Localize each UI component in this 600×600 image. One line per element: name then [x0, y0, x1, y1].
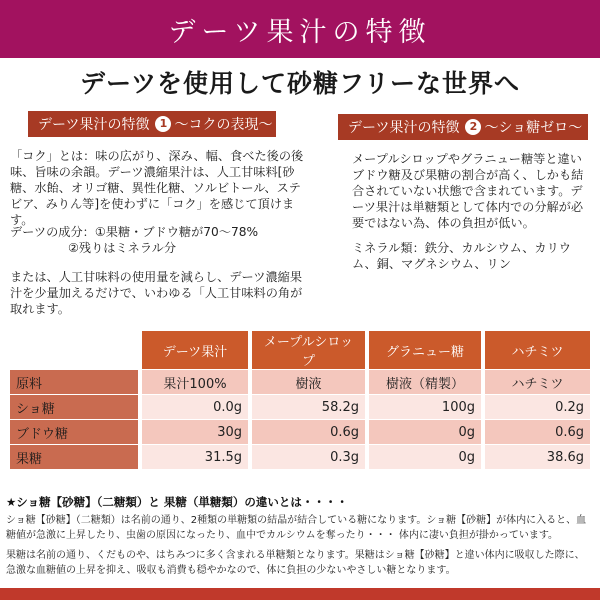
table-cell: 0.0g [140, 395, 250, 420]
table-cell: 樹液 [250, 370, 367, 395]
table-cell: 果汁100% [140, 370, 250, 395]
column-header: メープルシロップ [250, 331, 367, 370]
number-badge-1: 1 [155, 116, 171, 132]
column-header: グラニュー糖 [367, 331, 483, 370]
table-cell: 0.6g [483, 420, 590, 445]
koku-description: 「コク」とは：味の広がり、深み、幅、食べた後の後味、旨味の余韻。デーツ濃縮果汁は、人工甘味料[砂糖、水飴、オリゴ糖、異性化糖、ソルビトール、ステビア、みりん等]を使わずに「コク」を感じて頂けます。 [10, 149, 304, 227]
title-banner [0, 0, 600, 58]
sucrose-zero-description: メープルシロップやグラニュー糖等と違いブドウ糖及び果糖の割合が高く、しかも結合されていない状態で含まれています。デーツ果汁は単糖類として体内での分解が必要ではない為、体の負担が低い。 [352, 152, 584, 230]
column-header: ハチミツ [483, 331, 590, 370]
row-label: 原料 [10, 370, 140, 395]
difference-title: ★ショ糖【砂糖】（二糖類）と 果糖（単糖類）の違いとは・・・・ [6, 495, 348, 509]
row-label: ブドウ糖 [10, 420, 140, 445]
table-cell: 0g [367, 420, 483, 445]
row-label: 果糖 [10, 445, 140, 470]
table-cell: 100g [367, 395, 483, 420]
table-corner [10, 331, 140, 370]
table-cell: 0.2g [483, 395, 590, 420]
composition-line-1: デーツの成分：①果糖・ブドウ糖が70〜78% [10, 225, 259, 239]
feature-1-label: デーツ果汁の特徴 [38, 117, 150, 133]
dates-composition [10, 224, 305, 256]
table-cell: 樹液（精製） [367, 370, 483, 395]
column-header: デーツ果汁 [140, 331, 250, 370]
table-cell: 58.2g [250, 395, 367, 420]
feature-1-subtitle: 〜コクの表現〜 [174, 117, 273, 133]
headline: デーツを使用して砂糖フリーな世界へ [79, 69, 520, 98]
footer-bar [0, 588, 600, 600]
table-header-row [10, 331, 590, 370]
table-cell: 30g [140, 420, 250, 445]
sweetener-description: または、人工甘味料の使用量を減らし、デーツ濃縮果汁を少量加えるだけで、いわゆる「人工甘味料の角が取れます。 [10, 270, 303, 316]
number-badge-2: 2 [465, 119, 481, 135]
table-row [10, 395, 590, 420]
comparison-table [10, 331, 590, 470]
table-cell: 31.5g [140, 445, 250, 470]
table-cell: 0g [367, 445, 483, 470]
sucrose-explanation: ショ糖【砂糖】（二糖類）は名前の通り、2種類の単糖類の結晶が結合している糖になります。ショ糖【砂糖】が体内に入ると、血糖値が急激に上昇したり、虫歯の原因になったり、血中でカルシウムを奪ったり・・・ 体内に凄い負担が掛かっています。 [6, 515, 587, 541]
table-cell: 38.6g [483, 445, 590, 470]
feature-tab-2 [338, 114, 588, 140]
feature-2-label: デーツ果汁の特徴 [348, 120, 460, 136]
feature-2-subtitle: 〜ショ糖ゼロ〜 [484, 120, 583, 136]
feature-tab-1 [28, 111, 276, 137]
banner-title: デーツ果汁の特徴 [168, 16, 432, 48]
table-cell: ハチミツ [483, 370, 590, 395]
row-label: ショ糖 [10, 395, 140, 420]
fructose-explanation: 果糖は名前の通り、くだものや、はちみつに多く含まれる単糖類となります。果糖はショ糖【砂糖】と違い体内に吸収した際に、急激な血糖値の上昇を抑え、吸収も消費も穏やかなので、体に負担の少ないやさしい糖となります。 [6, 550, 585, 576]
table-row [10, 370, 590, 395]
table-row [10, 445, 590, 470]
composition-line-2: ②残りはミネラル分 [68, 241, 177, 255]
table-cell: 0.6g [250, 420, 367, 445]
table-cell: 0.3g [250, 445, 367, 470]
table-row [10, 420, 590, 445]
minerals-list: ミネラル類：鉄分、カルシウム、カリウム、銅、マグネシウム、リン [352, 241, 571, 271]
